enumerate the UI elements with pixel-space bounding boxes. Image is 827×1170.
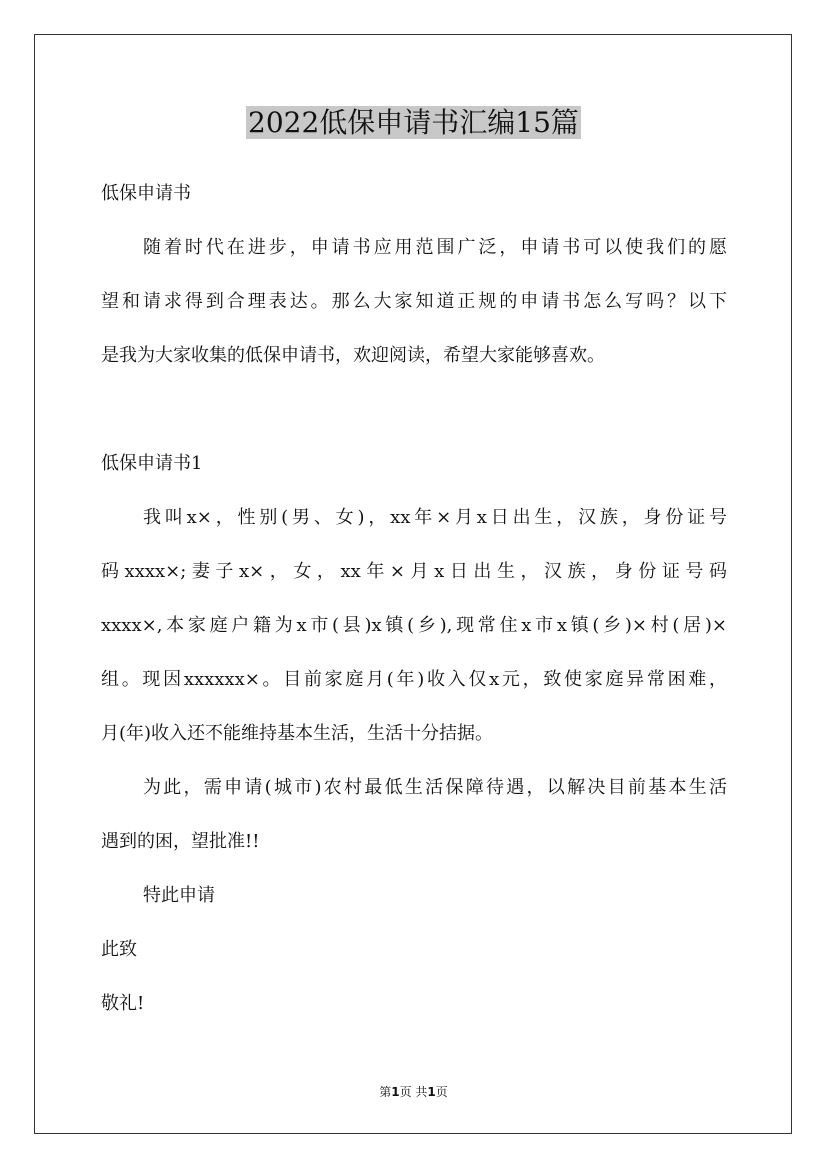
- blank-line: [101, 383, 727, 437]
- intro-heading: 低保申请书: [101, 183, 191, 204]
- section1-paragraph-line: 码xxxx×;妻子x×，女，xx年×月x日出生，汉族，身份证号码: [101, 561, 727, 582]
- footer-page-mid: 页 共: [399, 1085, 428, 1099]
- section1-paragraph2-line: 为此，需申请(城市)农村最低生活保障待遇，以解决目前基本生活: [143, 777, 727, 798]
- document-title: [0, 103, 827, 143]
- salutation-jingli: 敬礼!: [101, 993, 145, 1014]
- section1-paragraph-line: xxxx×,本家庭户籍为x市(县)x镇(乡),现常住x市x镇(乡)×村(居)×: [101, 615, 727, 636]
- footer-total-pages: 1: [427, 1085, 436, 1099]
- page-footer: [0, 1083, 827, 1101]
- footer-current-page: 1: [391, 1085, 400, 1099]
- document-title-text: 2022低保申请书汇编15篇: [248, 106, 579, 139]
- footer-page-prefix: 第: [379, 1085, 392, 1099]
- salutation-cizhi: 此致: [101, 939, 137, 960]
- section1-paragraph2-line: 遇到的困，望批准!!: [101, 831, 260, 852]
- section1-paragraph-line: 组。现因xxxxxx×。目前家庭月(年)收入仅x元，致使家庭异常困难，: [101, 669, 727, 690]
- intro-paragraph-line: 是我为大家收集的低保申请书，欢迎阅读，希望大家能够喜欢。: [101, 345, 605, 366]
- document-body: [101, 167, 727, 1031]
- section1-heading: 低保申请书1: [101, 453, 203, 474]
- section1-paragraph-line: 我叫x×，性别(男、女)，xx年×月x日出生，汉族，身份证号: [143, 507, 727, 528]
- footer-page-suffix: 页: [435, 1085, 448, 1099]
- intro-paragraph-line: 随着时代在进步，申请书应用范围广泛，申请书可以使我们的愿: [143, 237, 727, 258]
- closing-request: 特此申请: [143, 885, 215, 906]
- intro-paragraph-line: 望和请求得到合理表达。那么大家知道正规的申请书怎么写吗？以下: [101, 291, 727, 312]
- section1-paragraph-line: 月(年)收入还不能维持基本生活，生活十分拮据。: [101, 723, 494, 744]
